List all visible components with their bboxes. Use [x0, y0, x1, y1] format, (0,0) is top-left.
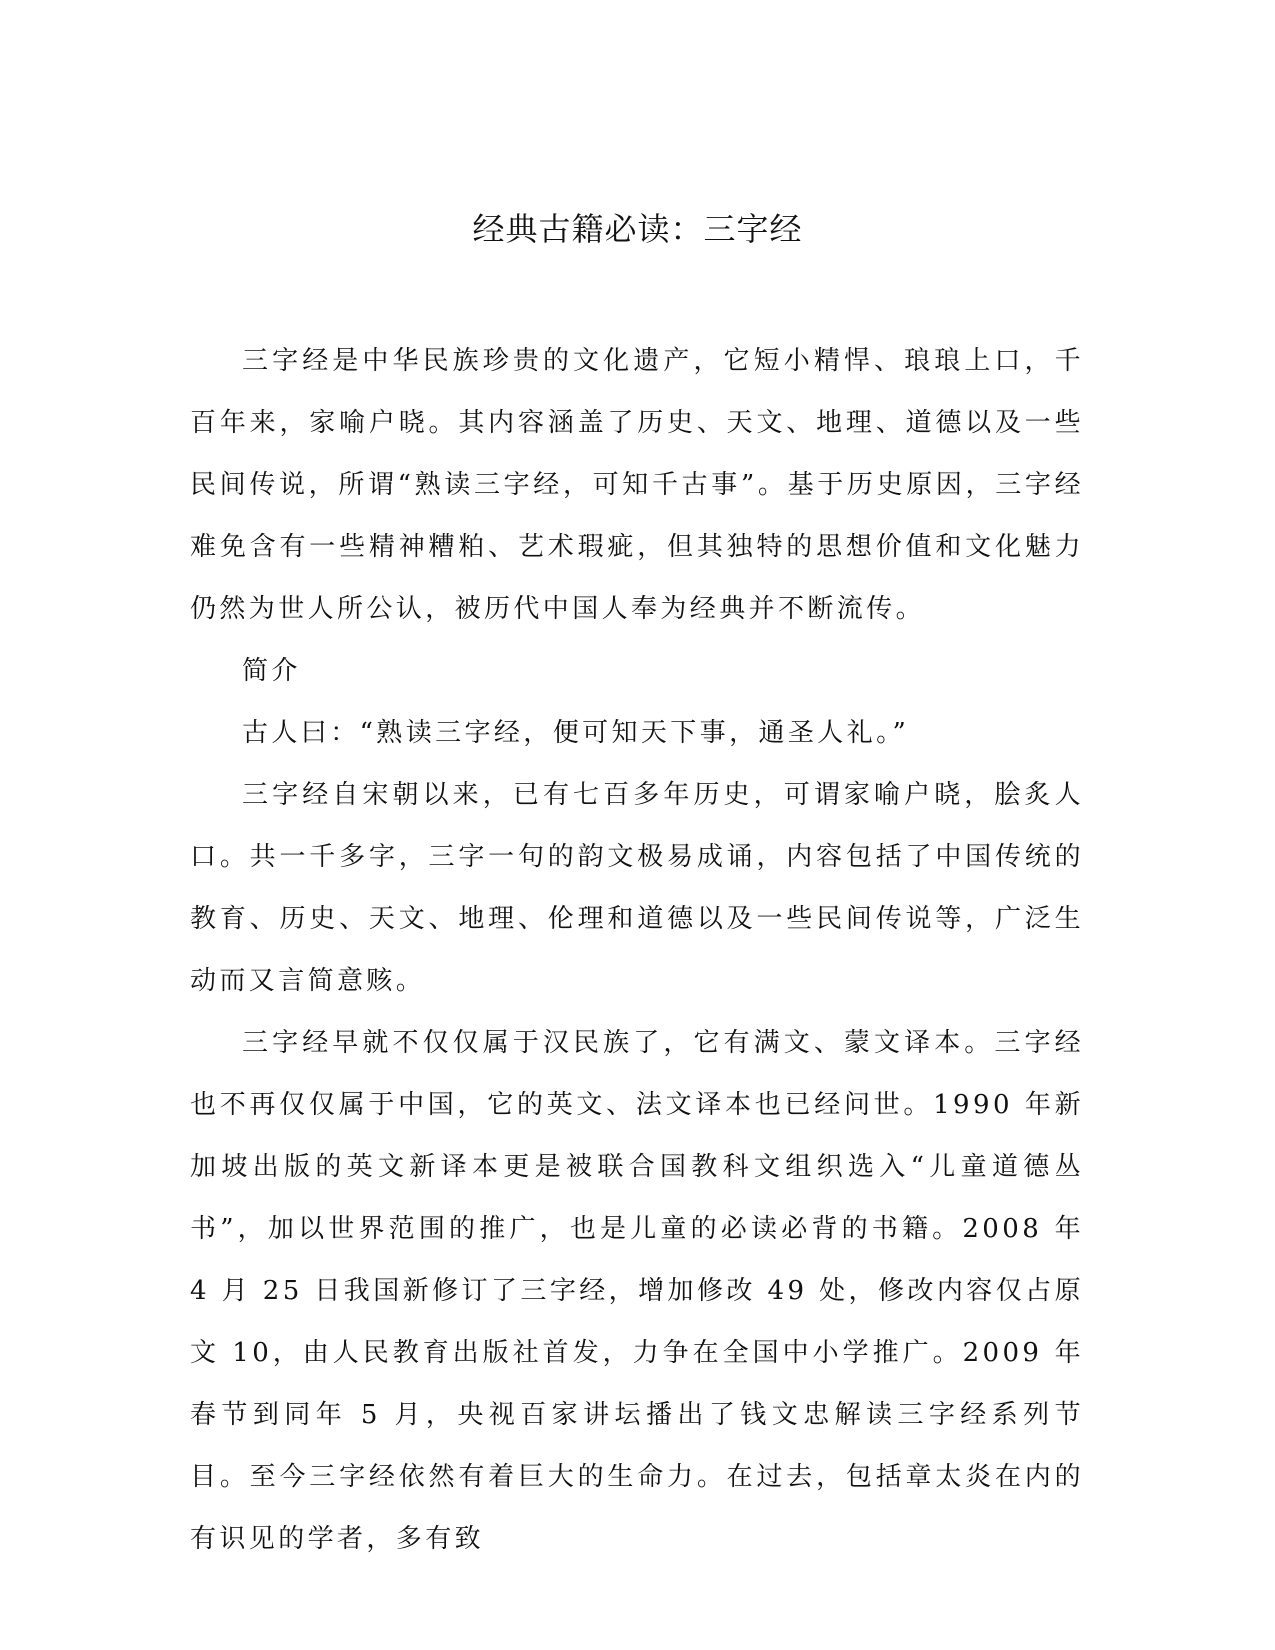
section-heading-introduction: 简介 [242, 656, 301, 686]
document-title: 经典古籍必读：三字经 [472, 210, 803, 248]
paragraph-influence: 三字经早就不仅仅属于汉民族了，它有满文、蒙文译本。三字经也不再仅仅属于中国，它的英文、法文译本也已经问世。1990 年新加坡出版的英文新译本更是被联合国教科文组织选入“儿童道德丛书”，加以世界范围的推广，也是儿童的必读必背的书籍。2008 年 4 月 25 日我国新修订了三字经，增加修改 49 处，修改内容仅占原文 10，由人民教育出版社首发，力争在全国中小学推广。2009 年春节到同年 5 月，央视百家讲坛播出了钱文忠解读三字经系列节目。至今三字经依然有着巨大的生命力。在过去，包括章太炎在内的有识见的学者，多有致 [190, 1028, 1084, 1554]
paragraph-quote: 古人曰：“熟读三字经，便可知天下事，通圣人礼。” [242, 718, 910, 748]
document-body [190, 330, 1084, 1570]
paragraph-history: 三字经自宋朝以来，已有七百多年历史，可谓家喻户晓，脍炙人口。共一千多字，三字一句的韵文极易成诵，内容包括了中国传统的教育、历史、天文、地理、伦理和道德以及一些民间传说等，广泛生动而又言简意赅。 [190, 780, 1084, 996]
paragraph-intro: 三字经是中华民族珍贵的文化遗产，它短小精悍、琅琅上口，千百年来，家喻户晓。其内容涵盖了历史、天文、地理、道德以及一些民间传说，所谓“熟读三字经，可知千古事”。基于历史原因，三字经难免含有一些精神糟粕、艺术瑕疵，但其独特的思想价值和文化魅力仍然为世人所公认，被历代中国人奉为经典并不断流传。 [190, 346, 1084, 624]
